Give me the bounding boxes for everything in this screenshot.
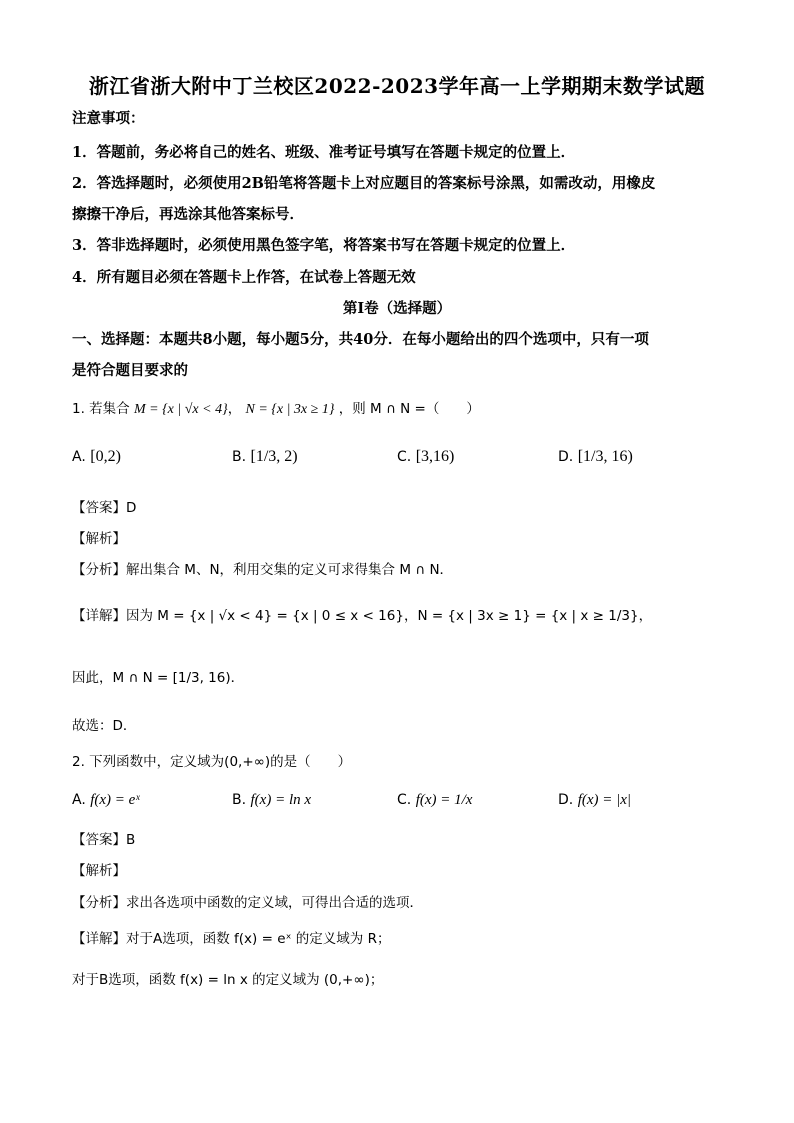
q1-option-b-value: [1/3, 2) [250,448,298,465]
section-heading-line-1: 一、选择题：本题共8小题，每小题5分，共40分．在每小题给出的四个选项中，只有一项 [72,331,649,348]
q2-option-c-label: C. [397,792,412,808]
q2-option-c-value: f(x) = 1/x [415,792,473,808]
section-heading-line-2: 是符合题目要求的 [72,362,188,379]
q1-set-n: N = {x | 3x ≥ 1} [245,402,335,417]
q1-detail-text: 因为 M = {x | √x < 4} = {x | 0 ≤ x < 16}，N = {x | 3x ≥ 1} = {x | x ≥ 1/3}， [126,608,653,624]
q1-suffix: ，则 M ∩ N =（ ） [338,401,480,417]
q1-detail-tag: 【详解】 [72,608,126,624]
q2-option-b-value: f(x) = ln x [250,792,312,808]
notice-item-1: 1．答题前，务必将自己的姓名、班级、准考证号填写在答题卡规定的位置上． [72,144,576,161]
q1-choose: 故选：D． [72,718,137,734]
q2-detail-a [72,927,390,947]
q1-answer-value: D [126,500,137,516]
q1-option-d [558,448,633,466]
notice-item-3: 3．答非选择题时，必须使用黑色签字笔，将答案书写在答题卡规定的位置上． [72,237,576,254]
notice-item-4: 4．所有题目必须在答题卡上作答，在试卷上答题无效 [72,269,416,286]
q2-fenxi-tag: 【分析】 [72,895,126,911]
q1-answer-tag: 【答案】 [72,500,126,516]
q1-fenxi-tag: 【分析】 [72,562,126,578]
q1-option-c-label: C. [397,449,412,465]
q2-answer-tag: 【答案】 [72,832,126,848]
q2-option-b-label: B. [232,792,247,808]
volume-title: 第Ⅰ卷（选择题） [342,300,452,317]
q1-option-b [232,448,298,466]
q1-option-a [72,448,121,466]
q2-answer-value: B [126,832,136,848]
q1-fenxi [72,558,453,578]
q2-option-a-label: A. [72,792,86,808]
q2-analysis-tag: 【解析】 [72,863,126,879]
q2-option-d [558,792,631,809]
q1-stem: 1. 若集合 M = {x | √x < 4}， N = {x | 3x ≥ 1} ，则 M ∩ N =（ ） [72,401,480,417]
q1-option-d-label: D. [558,449,574,465]
notice-item-2-cont: 擦擦干净后，再选涂其他答案标号． [72,206,304,223]
q1-option-c-value: [3,16) [415,448,455,465]
page-title: 浙江省浙大附中丁兰校区2022-2023学年高一上学期期末数学试题 [88,74,706,98]
q1-analysis-tag: 【解析】 [72,531,126,547]
q1-option-a-label: A. [72,449,86,465]
q1-option-a-value: [0,2) [90,448,121,465]
q2-option-d-label: D. [558,792,574,808]
q1-fenxi-text: 解出集合 M、N，利用交集的定义可求得集合 M ∩ N． [126,562,454,578]
q2-option-a-value: f(x) = eˣ [90,792,140,808]
q2-option-d-value: f(x) = |x| [577,792,632,808]
q2-stem: 2. 下列函数中，定义域为(0,+∞)的是（ ） [72,754,352,770]
q1-detail [72,604,652,624]
q2-option-c [397,792,472,809]
q1-therefore: 因此，M ∩ N = [1/3, 16)． [72,670,245,686]
q1-prefix: 1. 若集合 [72,401,130,417]
notice-heading: 注意事项： [72,110,145,127]
q1-option-b-label: B. [232,449,247,465]
q2-detail-tag: 【详解】 [72,931,126,947]
q1-set-m: M = {x | √x < 4} [133,402,228,417]
q2-answer [72,828,135,848]
q2-detail-a-text: 对于A选项，函数 f(x) = eˣ 的定义域为 R； [126,931,391,947]
notice-item-2: 2．答选择题时，必须使用2B铅笔将答题卡上对应题目的答案标号涂黑，如需改动，用橡皮 [72,175,656,192]
q1-answer [72,496,136,516]
q2-fenxi [72,891,423,911]
q2-option-a [72,792,140,809]
q1-option-d-value: [1/3, 16) [577,448,633,465]
q1-option-c [397,448,454,466]
q2-fenxi-text: 求出各选项中函数的定义域，可得出合适的选项． [126,895,423,911]
q2-option-b [232,792,311,809]
q2-detail-b: 对于B选项，函数 f(x) = ln x 的定义域为 (0,+∞)； [72,972,384,988]
